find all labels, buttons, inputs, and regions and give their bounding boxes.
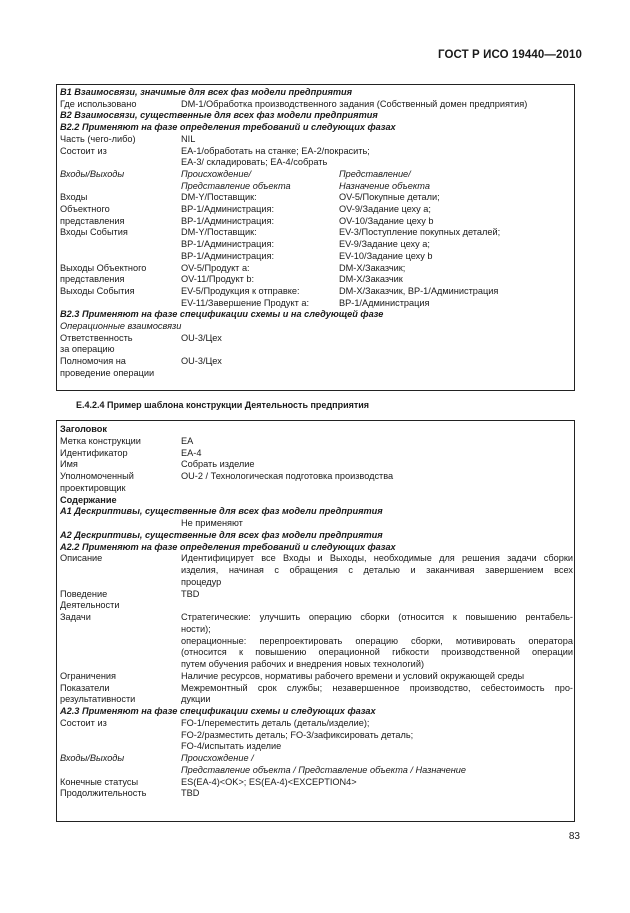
table-row (57, 239, 576, 251)
table-row (57, 333, 576, 345)
table-row (57, 181, 576, 193)
table-row (57, 694, 576, 706)
field-value: Собрать изделие (181, 459, 255, 470)
table-row (57, 659, 576, 671)
field-value: DM-1/Обработка производственного задания (Собственный домен предприятия) (181, 98, 528, 109)
field-label: Объектного (60, 204, 110, 214)
field-value: OU-3/Цех (181, 332, 222, 343)
table-row (57, 424, 576, 436)
field-value-secondary: Представление/ (339, 168, 411, 179)
field-label: Ограничения (60, 670, 116, 681)
table-row (57, 589, 576, 601)
field-value: Не применяют (181, 518, 243, 528)
field-value-secondary: OV-9/Задание цеху a; (339, 204, 431, 214)
table-row (57, 321, 576, 333)
field-value: Представление объекта / Представление объекта / Назначение (181, 764, 467, 775)
field-value: FO-1/переместить деталь (деталь/изделие); (181, 717, 370, 728)
field-value: Наличие ресурсов, нормативы рабочего времени и условий окружающей среды (181, 670, 525, 681)
field-label: Ответственность (60, 332, 133, 343)
table-row (57, 110, 576, 122)
field-value: BP-1/Администрация: (181, 204, 275, 214)
table-row (57, 753, 576, 765)
table-row (57, 192, 576, 204)
field-value-secondary: DM-X/Заказчик; (339, 262, 406, 273)
table-row (57, 565, 576, 577)
section-heading: B1 Взаимосвязи, значимые для всех фаз модели предприятия (60, 87, 353, 97)
table-row (57, 542, 576, 554)
table-row (57, 216, 576, 228)
table-row (57, 274, 576, 286)
table-row (57, 436, 576, 448)
field-value: OV-11/Продукт b: (181, 274, 255, 285)
field-label: Где использовано (60, 98, 137, 109)
section-heading: A2 Дескриптивы, существенные для всех фаз модели предприятия (60, 529, 383, 540)
table-row (57, 624, 576, 636)
table-row (57, 309, 576, 321)
table-row (57, 356, 576, 368)
field-label: Метка конструкции (60, 435, 141, 446)
field-label: Идентификатор (60, 447, 128, 458)
field-value-secondary: BP-1/Администрация (339, 297, 430, 308)
table-row (57, 368, 576, 380)
table-row (57, 459, 576, 471)
field-value: OU-3/Цех (181, 356, 222, 367)
field-value: BP-1/Администрация: (181, 239, 275, 250)
field-value: дукции (181, 694, 211, 705)
field-label: проведение операции (60, 367, 155, 378)
field-label: Выходы События (60, 285, 135, 296)
table-row (57, 298, 576, 310)
field-label: Полномочия на (60, 356, 126, 367)
field-label: представления (60, 274, 125, 285)
section-heading: A2.3 Применяют на фазе спецификации схемы и следующих фазах (60, 706, 376, 716)
section-heading: A1 Дескриптивы, существенные для всех фаз модели предприятия (60, 506, 383, 517)
field-value: FO-2/разместить деталь; FO-3/зафиксировать деталь; (181, 729, 414, 740)
field-value: OU-2 / Технологическая подготовка производства (181, 471, 394, 481)
field-value: NIL (181, 133, 196, 144)
table-row (57, 636, 576, 648)
field-value: EV-5/Продукция к отправке: (181, 285, 300, 296)
table-row (57, 286, 576, 298)
field-value: путем обучения рабочих и внедрения новых технологий) (181, 659, 425, 669)
field-label: Конечные статусы (60, 776, 139, 787)
field-value: Происхождение/ (181, 168, 252, 179)
table-row (57, 483, 576, 495)
table-row (57, 157, 576, 169)
field-value: TBD (181, 588, 200, 599)
field-value-secondary: OV-10/Задание цеху b (339, 215, 434, 226)
field-label: Состоит из (60, 145, 107, 156)
section-heading: Содержание (60, 494, 117, 505)
field-label: представления (60, 215, 125, 226)
table-row (57, 169, 576, 181)
field-value-secondary: EV-9/Задание цеху a; (339, 239, 430, 250)
field-value: изделия, начиная с обращения с деталью и заканчивая завершением всех (181, 565, 573, 575)
table-row (57, 683, 576, 695)
field-value: EA-3/ складировать; EA-4/собрать (181, 157, 328, 168)
table-row (57, 612, 576, 624)
table-row (57, 788, 576, 800)
field-value: FO-4/испытать изделие (181, 741, 282, 752)
table-row (57, 730, 576, 742)
section-heading: B2 Взаимосвязи, существенные для всех фаз модели предприятия (60, 110, 378, 121)
field-value: операционные: перепроектировать операцию сборки, мотивировать оператора (181, 635, 573, 646)
field-label: Уполномоченный (60, 471, 134, 481)
field-value-secondary: EV-3/Поступление покупных деталей; (339, 227, 501, 238)
field-label: Продолжительность (60, 788, 147, 799)
field-value-secondary: EV-10/Задание цеху b (339, 250, 433, 261)
field-value: Представление объекта (181, 180, 291, 191)
field-label: Состоит из (60, 717, 107, 728)
field-value: BP-1/Администрация: (181, 215, 275, 226)
table-row (57, 530, 576, 542)
field-value: Межремонтный срок службы; незавершенное производство, себестоимость про- (181, 682, 573, 693)
field-label: Входы (60, 192, 88, 203)
table-row (57, 448, 576, 460)
field-value: Идентифицирует все Входы и Выходы, необходимые для решения задачи сборки (181, 553, 573, 564)
field-label: Описание (60, 553, 103, 564)
field-label: Входы/Выходы (60, 168, 125, 179)
table-row (57, 706, 576, 718)
field-label: Выходы Объектного (60, 262, 147, 273)
section-heading: B2.2 Применяют на фазе определения требований и следующих фазах (60, 122, 396, 133)
table-row (57, 718, 576, 730)
section-heading: B2.3 Применяют на фазе спецификации схемы и на следующей фазе (60, 309, 384, 320)
field-value: EV-11/Завершение Продукт a: (181, 297, 310, 308)
table-row (57, 471, 576, 483)
table-row (57, 518, 576, 530)
table-row (57, 251, 576, 263)
field-label: Имя (60, 459, 78, 470)
table-row (57, 495, 576, 507)
table-row (57, 553, 576, 565)
field-value: ES(EA-4)<OK>; ES(EA-4)<EXCEPTION4> (181, 776, 357, 787)
field-value: DM-Y/Поставщик: (181, 192, 257, 203)
table-row (57, 600, 576, 612)
table-row (57, 344, 576, 356)
field-value: OV-5/Продукт a: (181, 262, 250, 273)
table-row (57, 577, 576, 589)
relationships-table (56, 84, 575, 391)
field-label: проектировщик (60, 482, 126, 493)
field-value: Происхождение / (181, 753, 254, 763)
table-row (57, 122, 576, 134)
field-label: за операцию (60, 344, 115, 355)
field-value: процедур (181, 576, 222, 587)
table-row (57, 227, 576, 239)
field-value: EA-4 (181, 447, 202, 458)
field-value: (относится к повышению операционной гибкости производственной операции (181, 647, 573, 658)
activity-template-table (56, 420, 575, 822)
table-row (57, 506, 576, 518)
field-label: Деятельности (60, 600, 120, 611)
field-value-secondary: DM-X/Заказчик (339, 274, 403, 285)
page-number: 83 (568, 831, 580, 842)
table-row (57, 741, 576, 753)
field-label: Задачи (60, 612, 91, 622)
table-row (57, 263, 576, 275)
table-row (57, 647, 576, 659)
field-value: DM-Y/Поставщик: (181, 227, 257, 238)
field-label: Операционные взаимосвязи (60, 321, 182, 331)
field-label: Часть (чего-либо) (60, 133, 136, 144)
table-row (57, 671, 576, 683)
table-row (57, 87, 576, 99)
section-title: E.4.2.4 Пример шаблона конструкции Деятельность предприятия (76, 400, 370, 410)
section-heading: Заголовок (60, 424, 108, 434)
field-value-secondary: OV-5/Покупные детали; (339, 192, 440, 203)
field-label: Показатели (60, 682, 110, 693)
field-label: Входы События (60, 227, 128, 238)
field-value: EA (181, 435, 194, 446)
field-value: EA-1/обработать на станке; EA-2/покрасить; (181, 145, 370, 156)
document-header: ГОСТ Р ИСО 19440—2010 (437, 49, 582, 61)
field-value: BP-1/Администрация: (181, 250, 275, 261)
field-value: Стратегические: улучшить операцию сборки (относится к повышению рентабель- (181, 612, 573, 622)
table-row (57, 765, 576, 777)
section-heading: A2.2 Применяют на фазе определения требований и следующих фазах (60, 541, 396, 552)
field-value: TBD (181, 788, 200, 799)
table-row (57, 99, 576, 111)
field-value-secondary: DM-X/Заказчик, BP-1/Администрация (339, 285, 499, 296)
field-label: Входы/Выходы (60, 753, 125, 763)
table-row (57, 204, 576, 216)
table-row (57, 146, 576, 158)
field-label: результативности (60, 694, 136, 705)
field-value-secondary: Назначение объекта (339, 180, 430, 191)
table-row (57, 134, 576, 146)
table-row (57, 777, 576, 789)
field-label: Поведение (60, 588, 108, 599)
field-value: ности); (181, 623, 211, 634)
